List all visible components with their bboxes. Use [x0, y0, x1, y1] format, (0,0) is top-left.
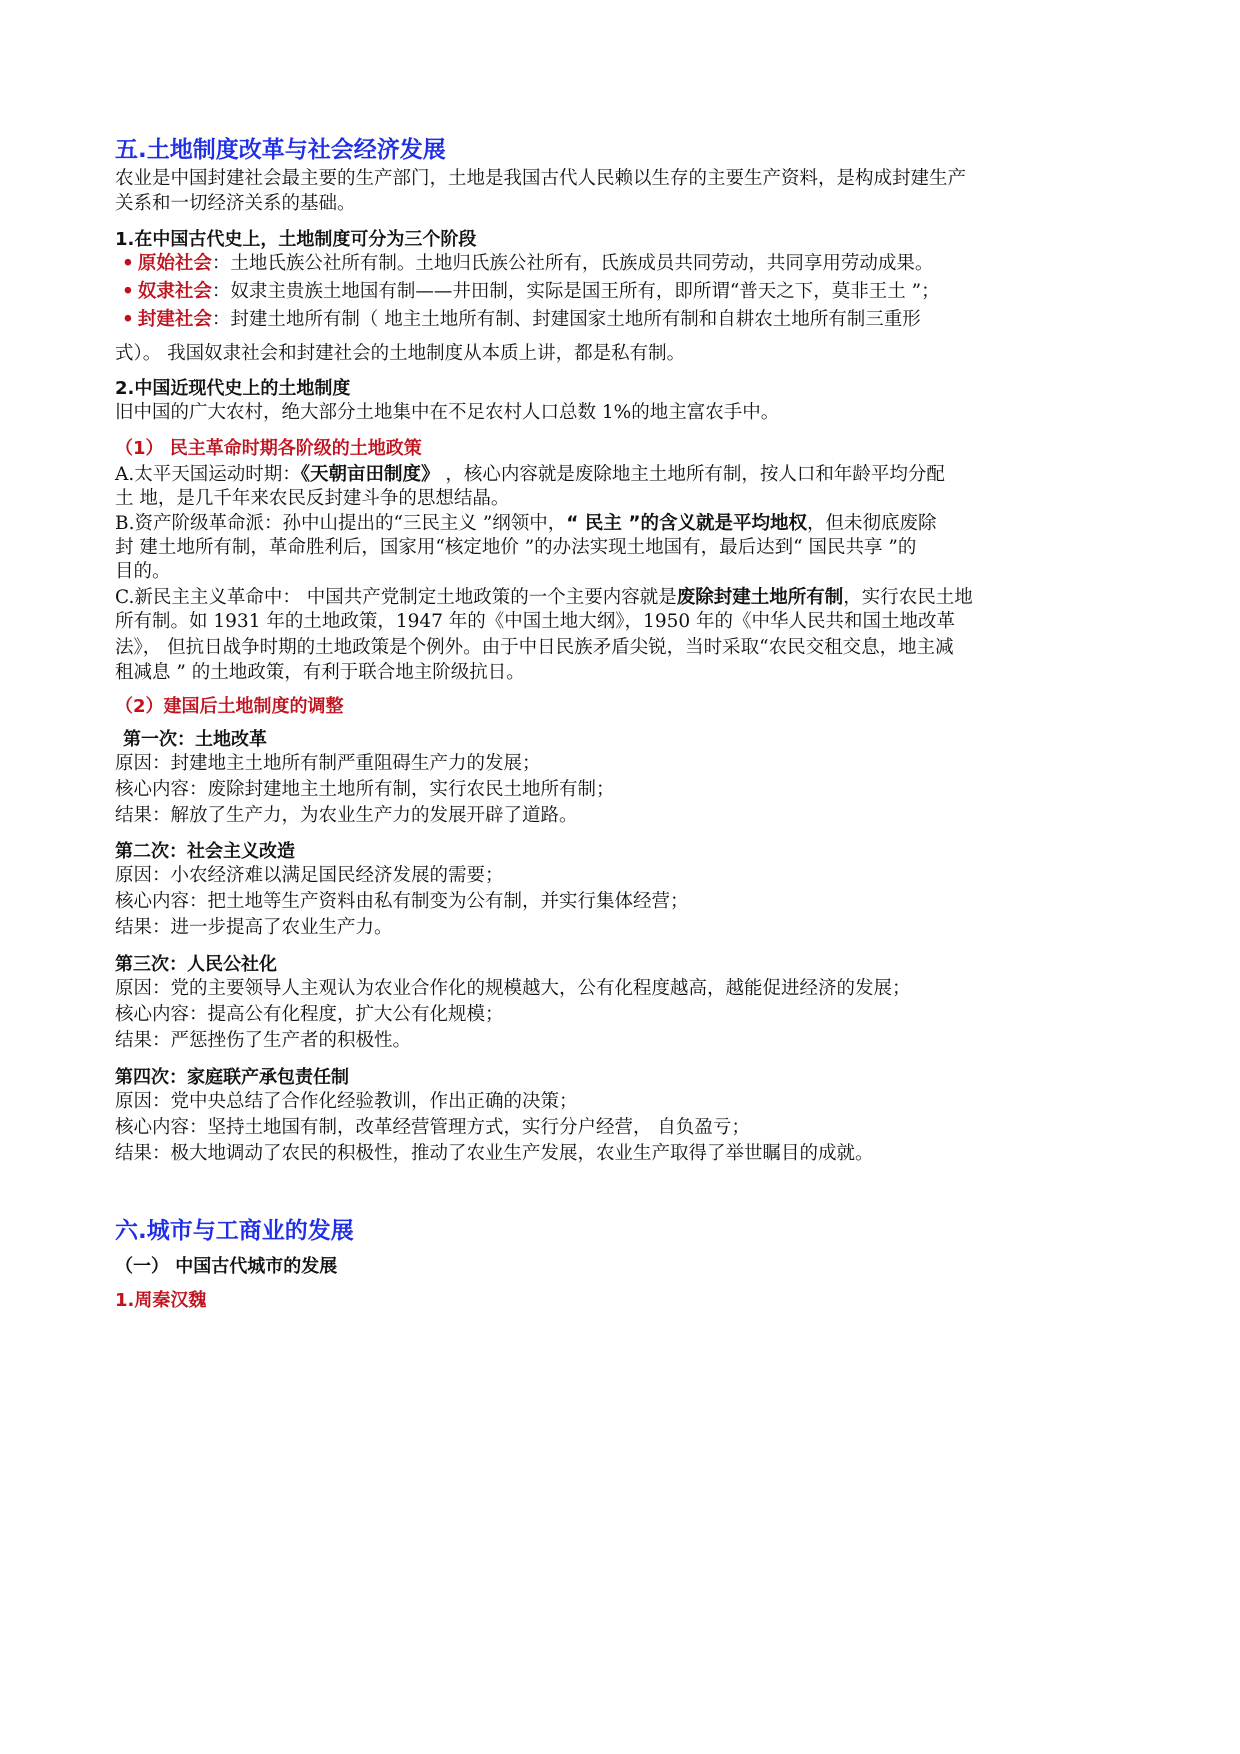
stage-text: ：奴隶主贵族土地国有制——井田制，实际是国王所有，即所谓“普天之下，莫非王土 ”； [211, 281, 940, 302]
stage-item [122, 252, 933, 276]
stage-item [122, 308, 921, 332]
section-title-5: 五.土地制度改革与社会经济发展 [115, 137, 446, 163]
stage-continuation: 式）。 我国奴隶社会和封建社会的土地制度从本质上讲，都是私有制。 [115, 343, 686, 364]
section-title-6: 六.城市与工商业的发展 [115, 1218, 354, 1244]
round-title: 第二次：社会主义改造 [115, 841, 295, 862]
tianchao-title: 《天朝亩田制度》 [300, 464, 440, 485]
round-reason: 原因：封建地主土地所有制严重阻碍生产力的发展； [115, 753, 541, 774]
heading-modern-land: 2.中国近现代史上的土地制度 [115, 378, 351, 399]
para-b-line-1 [115, 512, 937, 536]
para-a-line-1 [115, 463, 945, 487]
bullet-icon: • [122, 281, 134, 302]
heading-ancient-land: 1.在中国古代史上，土地制度可分为三个阶段 [115, 229, 477, 250]
bullet-icon: • [122, 309, 134, 330]
round-title: 第三次：人民公社化 [115, 954, 277, 975]
para-c-lead: C.新民主主义革命中： 中国共产党制定土地政策的一个主要内容就是 [115, 587, 677, 608]
stage-term: 原始社会 [137, 253, 212, 274]
subheading-post-1949: （2）建国后土地制度的调整 [115, 696, 344, 717]
round-reason: 原因：小农经济难以满足国民经济发展的需要； [115, 865, 504, 886]
para-c-line-3: 法》， 但抗日战争时期的土地政策是个例外。由于中日民族矛盾尖锐，当时采取“农民交租交息，地主减 [115, 637, 954, 658]
round-reason: 原因：党中央总结了合作化经验教训，作出正确的决策； [115, 1091, 578, 1112]
paragraph-modern: 旧中国的广大农村，绝大部分土地集中在不足农村人口总数 1%的地主富农手中。 [115, 402, 780, 423]
stage-term: 封建社会 [137, 309, 212, 330]
para-b-line-2: 封 建土地所有制，革命胜利后，国家用“核定地价 ”的办法实现土地国有，最后达到“ 国民共享 ”的 [115, 537, 917, 558]
para-b-rest: ，但未彻底废除 [806, 513, 937, 534]
round-core: 核心内容：提高公有化程度，扩大公有化规模； [115, 1004, 504, 1025]
para-c-line-4: 租减息 ” 的土地政策，有利于联合地主阶级抗日。 [115, 662, 525, 683]
item-zhou-qin-han-wei: 1.周秦汉魏 [115, 1290, 207, 1311]
para-b-line-3: 目的。 [115, 561, 171, 582]
minsheng-emphasis: “ 民主 ”的含义就是平均地权 [566, 513, 807, 534]
bullet-icon: • [122, 253, 134, 274]
para-a-rest: ，核心内容就是废除地主土地所有制，按人口和年龄平均分配 [439, 464, 945, 485]
intro-line-2: 关系和一切经济关系的基础。 [115, 193, 356, 214]
para-b-lead: B.资产阶级革命派：孙中山提出的“三民主义 ”纲领中， [115, 513, 567, 534]
para-a-line-2: 土 地，是几千年来农民反封建斗争的思想结晶。 [115, 488, 510, 509]
abolish-feudal-emphasis: 废除封建土地所有制 [676, 587, 844, 608]
round-result: 结果：极大地调动了农民的积极性，推动了农业生产发展，农业生产取得了举世瞩目的成就。 [115, 1143, 874, 1164]
stage-item [122, 280, 940, 304]
intro-line-1: 农业是中国封建社会最主要的生产部门，土地是我国古代人民赖以生存的主要生产资料，是构成封建生产 [115, 168, 967, 189]
round-reason: 原因：党的主要领导人主观认为农业合作化的规模越大，公有化程度越高，越能促进经济的发展； [115, 978, 911, 999]
round-title: 第四次：家庭联产承包责任制 [115, 1067, 349, 1088]
stage-text: ：封建土地所有制（ 地主土地所有制、封建国家土地所有制和自耕农土地所有制三重形 [211, 309, 921, 330]
para-c-line-1 [115, 586, 973, 610]
round-result: 结果：解放了生产力，为农业生产力的发展开辟了道路。 [115, 805, 578, 826]
round-result: 结果：严惩挫伤了生产者的积极性。 [115, 1030, 412, 1051]
stage-text: ：土地氏族公社所有制。土地归氏族公社所有，氏族成员共同劳动，共同享用劳动成果。 [211, 253, 934, 274]
round-core: 核心内容：废除封建地主土地所有制，实行农民土地所有制； [115, 779, 615, 800]
stage-term: 奴隶社会 [137, 281, 212, 302]
round-core: 核心内容：坚持土地国有制，改革经营管理方式，实行分户经营， 自负盈亏； [115, 1117, 750, 1138]
round-core: 核心内容：把土地等生产资料由私有制变为公有制，并实行集体经营； [115, 891, 689, 912]
para-a-lead: A.太平天国运动时期： [115, 464, 301, 485]
round-result: 结果：进一步提高了农业生产力。 [115, 917, 393, 938]
para-c-rest: ，实行农民土地 [843, 587, 973, 608]
subheading-democratic-revolution: （1） 民主革命时期各阶级的土地政策 [115, 438, 422, 459]
subheading-ancient-cities: （一） 中国古代城市的发展 [115, 1256, 338, 1277]
para-c-line-2: 所有制。如 1931 年的土地政策，1947 年的《中国土地大纲》，1950 年的《中华人民共和国土地改革 [115, 611, 956, 632]
round-title: 第一次：土地改革 [123, 729, 267, 750]
